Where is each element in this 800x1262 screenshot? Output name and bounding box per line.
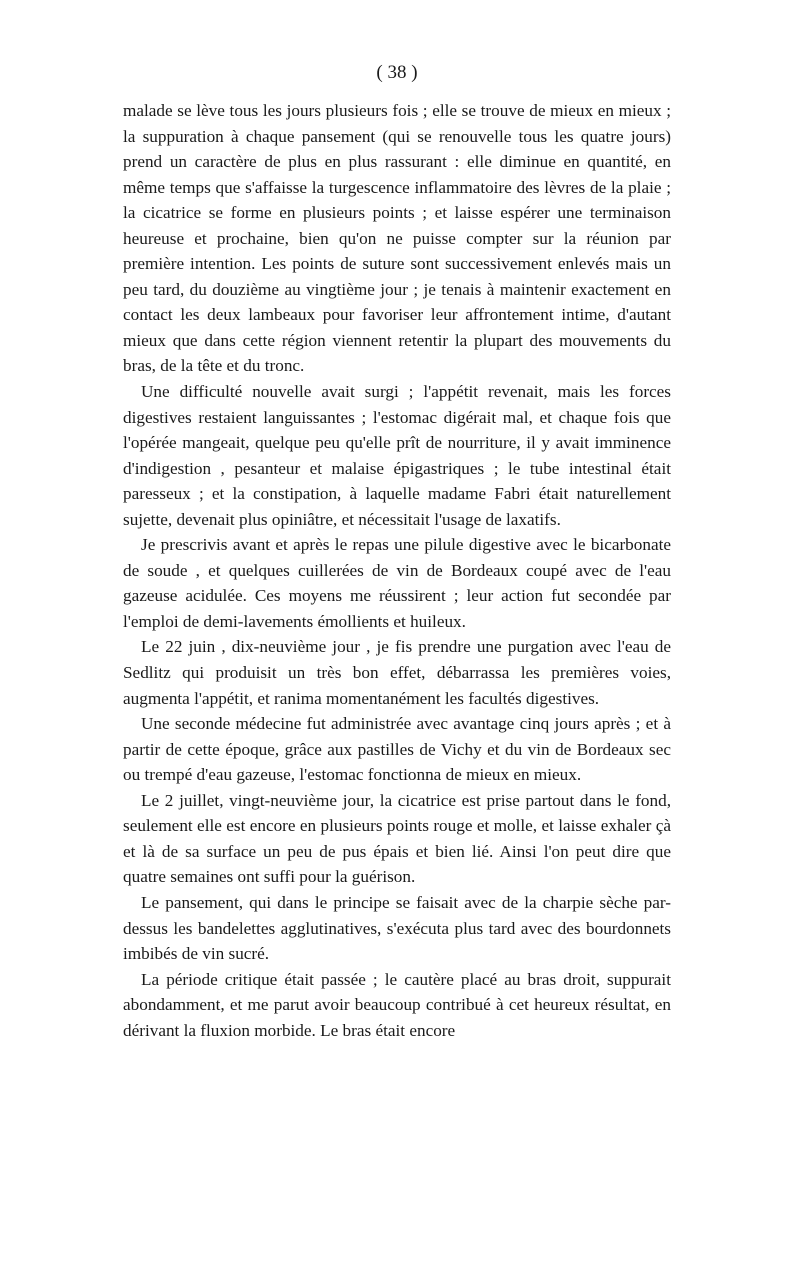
paragraph-8: La période critique était passée ; le cautère placé au bras droit, suppurait abondamment, et me parut avoir beaucoup contribué à cet heureux résultat, en dérivant la fluxion morbide. Le bras était encore (123, 969, 671, 1040)
paragraph-3: Je prescrivis avant et après le repas une pilule digestive avec le bicarbonate de soude , et quelques cuillerées de vin de Bordeaux coupé avec de l'eau gazeuse acidulée. Ces moyens me réussirent ; leur action fut secondée par l'emploi de demi-lavements émollients et huileux. (123, 535, 671, 631)
document-page (123, 60, 671, 1043)
paragraph-7: Le pansement, qui dans le principe se faisait avec de la charpie sèche par-dessus les bandelettes agglutinatives, s'exécuta plus tard avec des bourdonnets imbibés de vin sucré. (123, 892, 671, 964)
paragraph-6: Le 2 juillet, vingt-neuvième jour, la cicatrice est prise partout dans le fond, seulement elle est encore en plusieurs points rouge et molle, et laisse exhaler çà et là de sa surface un peu de pus épais et bien lié. Ainsi l'on peut dire que quatre semaines ont suffi pour la guérison. (123, 790, 671, 887)
paragraph-2: Une difficulté nouvelle avait surgi ; l'appétit revenait, mais les forces digestives restaient languissantes ; l'estomac digérait mal, et chaque fois que l'opérée mangeait, quelque peu qu'elle prît de nourriture, il y avait imminence d'indigestion , pesanteur et malaise épigastriques ; le tube intestinal était paresseux ; et la constipation, à laquelle madame Fabri était naturellement sujette, devenait plus opiniâtre, et nécessitait l'usage de laxatifs. (123, 382, 671, 529)
paragraph-1: malade se lève tous les jours plusieurs fois ; elle se trouve de mieux en mieux ; la suppuration à chaque pansement (qui se renouvelle tous les quatre jours) prend un caractère de plus en plus rassurant : elle diminue en quantité, en même temps que s'affaisse la turgescence inflammatoire des lèvres de la plaie ; la cicatrice se forme en plusieurs points ; et laisse espérer une terminaison heureuse et prochaine, bien qu'on ne puisse compter sur la réunion par première intention. Les points de suture sont successivement enlevés mais un peu tard, du douzième au vingtième jour ; je tenais à maintenir exactement en contact les deux lambeaux pour favoriser leur affrontement intime, d'autant mieux que dans cette région viennent retentir la plupart des mouvements du bras, de la tête et du tronc. (123, 101, 671, 376)
paragraph-5: Une seconde médecine fut administrée avec avantage cinq jours après ; et à partir de cette époque, grâce aux pastilles de Vichy et du vin de Bordeaux sec ou trempé d'eau gazeuse, l'estomac fonctionna de mieux en mieux. (123, 714, 671, 785)
page-number: ( 38 ) (376, 62, 418, 83)
paragraph-4: Le 22 juin , dix-neuvième jour , je fis prendre une purgation avec l'eau de Sedlitz qui produisit un très bon effet, débarrassa les premières voies, augmenta l'appétit, et ranima momentanément les facultés digestives. (123, 637, 671, 708)
